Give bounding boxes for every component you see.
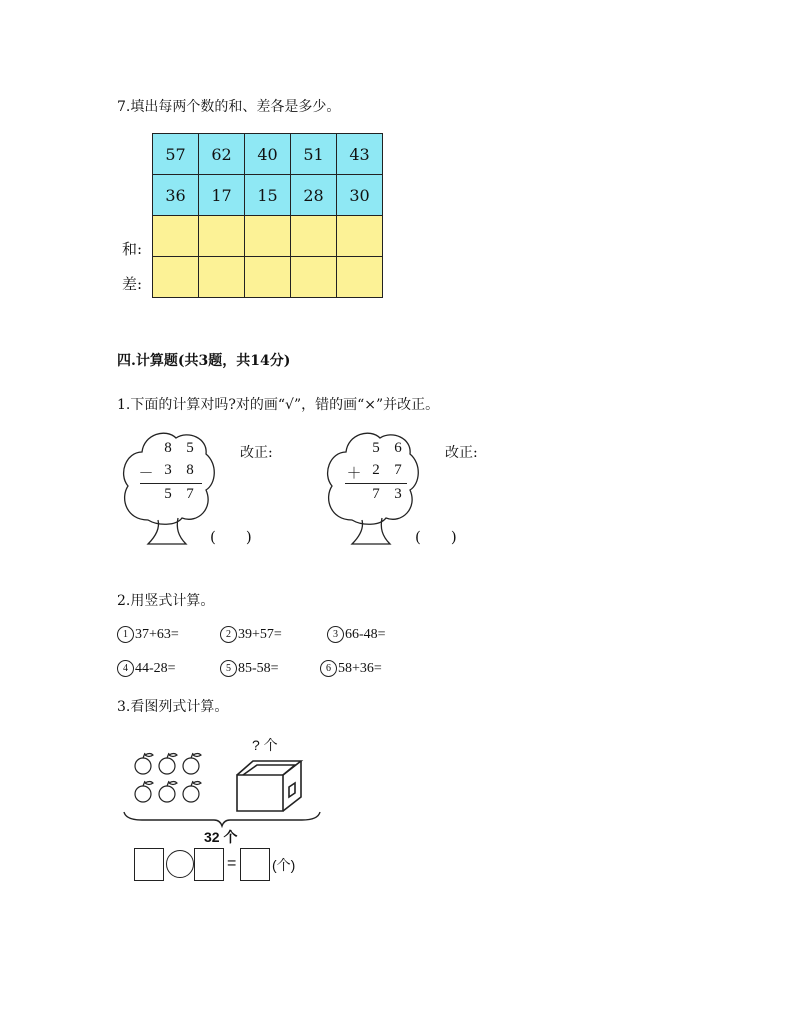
answer-parentheses[interactable]: ( ) [415, 528, 457, 546]
answer-box[interactable] [194, 848, 224, 881]
question-7-title: 7.填出每两个数的和、差各是多少。 [117, 99, 341, 115]
unit-label: (个) [272, 857, 296, 873]
calc-item: 3 66-48= [327, 626, 386, 643]
difference-row-label: 差: [122, 275, 143, 293]
calc-rule [140, 483, 202, 484]
calc-item: 6 58+36= [320, 660, 382, 677]
difference-answer-row [153, 257, 383, 298]
calc-item: 4 44-28= [117, 660, 176, 677]
correction-label: 改正: [445, 445, 478, 461]
table-cell: 57 [153, 134, 199, 175]
table-cell: 28 [291, 175, 337, 216]
table-cell: 15 [245, 175, 291, 216]
calc-item: 5 85-58= [220, 660, 279, 677]
circled-number: 6 [320, 660, 337, 677]
table-cell: 62 [199, 134, 245, 175]
table-cell: 30 [337, 175, 383, 216]
vertical-addition: 5 6 ＋ 2 7 7 3 [356, 440, 426, 510]
calc-item: 1 37+63= [117, 626, 179, 643]
unknown-count-label: ? 个 [252, 737, 278, 753]
answer-cell[interactable] [291, 216, 337, 257]
question-3-title: 3.看图列式计算。 [117, 699, 229, 715]
answer-cell[interactable] [199, 216, 245, 257]
calc-item: 2 39+57= [220, 626, 282, 643]
circled-number: 4 [117, 660, 134, 677]
answer-cell[interactable] [245, 257, 291, 298]
answer-parentheses[interactable]: ( ) [210, 528, 252, 546]
table-cell: 17 [199, 175, 245, 216]
circled-number: 5 [220, 660, 237, 677]
answer-cell[interactable] [153, 257, 199, 298]
circled-number: 1 [117, 626, 134, 643]
sum-answer-row [153, 216, 383, 257]
answer-box[interactable] [240, 848, 270, 881]
answer-cell[interactable] [337, 257, 383, 298]
answer-cell[interactable] [291, 257, 337, 298]
answer-cell[interactable] [245, 216, 291, 257]
table-row [153, 134, 383, 175]
calc-rule [345, 483, 407, 484]
equals-sign: = [227, 855, 237, 872]
table-row [153, 175, 383, 216]
answer-cell[interactable] [153, 216, 199, 257]
question-2-title: 2.用竖式计算。 [117, 593, 215, 609]
circled-number: 3 [327, 626, 344, 643]
circled-number: 2 [220, 626, 237, 643]
box-icon [233, 757, 305, 813]
answer-box[interactable] [134, 848, 164, 881]
table-cell: 43 [337, 134, 383, 175]
vertical-subtraction: 8 5 － 3 8 5 7 [148, 440, 218, 510]
plus-sign: ＋ [346, 466, 362, 482]
apples-icon [130, 748, 210, 808]
answer-cell[interactable] [337, 216, 383, 257]
question-1-title: 1.下面的计算对吗?对的画“√”，错的画“×”并改正。 [117, 397, 440, 413]
table-cell: 51 [291, 134, 337, 175]
answer-cell[interactable] [199, 257, 245, 298]
sum-row-label: 和: [122, 240, 143, 258]
table-cell: 36 [153, 175, 199, 216]
operator-circle[interactable] [166, 850, 194, 878]
sum-difference-table [152, 133, 383, 298]
correction-label: 改正: [240, 445, 273, 461]
brace-icon [122, 810, 322, 828]
section-4-title: 四.计算题(共3题，共14分) [117, 353, 291, 369]
minus-sign: － [138, 466, 154, 482]
table-cell: 40 [245, 134, 291, 175]
total-count-label: 32 个 [204, 829, 238, 845]
